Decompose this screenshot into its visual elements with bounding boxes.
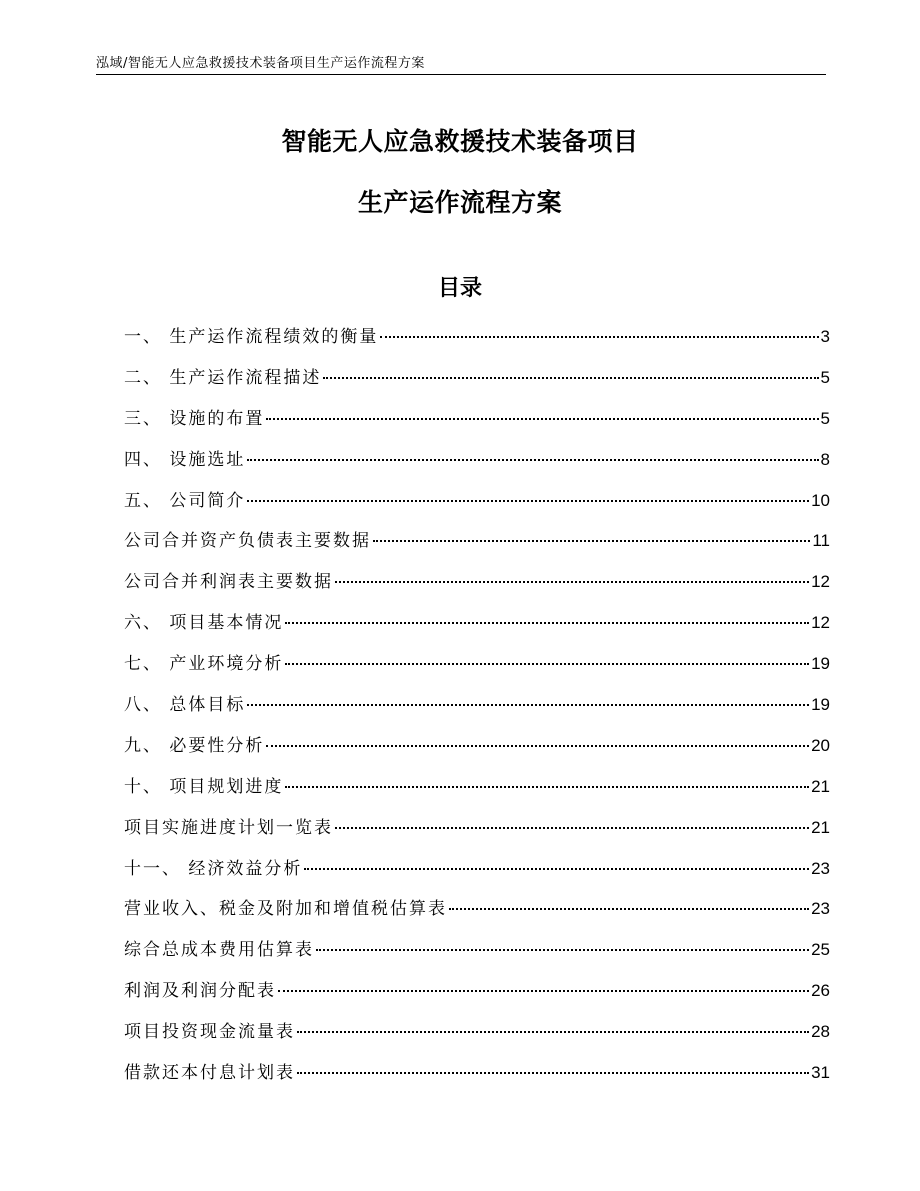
- toc-entry-page: 19: [811, 654, 830, 674]
- toc-dot-leader: [266, 745, 809, 747]
- toc-dot-leader: [266, 418, 818, 420]
- toc-dot-leader: [285, 622, 809, 624]
- toc-entry-page: 21: [811, 817, 830, 837]
- toc-entry[interactable]: [124, 731, 830, 772]
- toc-dot-leader: [247, 500, 809, 502]
- toc-dot-leader: [278, 990, 809, 992]
- toc-entry[interactable]: [124, 404, 830, 445]
- toc-entry[interactable]: [124, 363, 830, 404]
- toc-dot-leader: [285, 786, 809, 788]
- toc-entry[interactable]: [124, 1017, 830, 1058]
- document-title-line-2: 生产运作流程方案: [357, 188, 562, 217]
- toc-entry[interactable]: [124, 608, 830, 649]
- toc-entry-label: 项目实施进度计划一览表: [124, 817, 333, 838]
- toc-entry[interactable]: [124, 445, 830, 486]
- toc-entry-page: 8: [820, 449, 830, 469]
- toc-entry-label: 公司合并资产负债表主要数据: [124, 531, 371, 552]
- toc-entry-label: 五、 公司简介: [124, 490, 246, 511]
- toc-entry-label: 营业收入、税金及附加和增值税估算表: [124, 899, 447, 920]
- toc-dot-leader: [323, 377, 818, 379]
- toc-dot-leader: [380, 336, 818, 338]
- toc-entry-page: 23: [811, 858, 830, 878]
- toc-dot-leader: [297, 1031, 809, 1033]
- toc-dot-leader: [335, 581, 809, 583]
- toc-entry-label: 综合总成本费用估算表: [124, 940, 314, 961]
- toc-entry[interactable]: [124, 486, 830, 527]
- toc-entry-page: 21: [811, 776, 830, 796]
- toc-entry-page: 23: [811, 899, 830, 919]
- toc-entry[interactable]: [124, 567, 830, 608]
- toc-entry-page: 5: [820, 408, 830, 428]
- toc-entry-label: 四、 设施选址: [124, 449, 246, 470]
- toc-entry[interactable]: [124, 649, 830, 690]
- toc-entry-page: 5: [820, 367, 830, 387]
- toc-dot-leader: [335, 827, 809, 829]
- toc-dot-leader: [316, 949, 809, 951]
- toc-entry-page: 26: [811, 981, 830, 1001]
- toc-entry-label: 六、 项目基本情况: [124, 613, 284, 634]
- toc-dot-leader: [297, 1072, 809, 1074]
- toc-entry[interactable]: [124, 526, 830, 567]
- toc-entry[interactable]: [124, 1058, 830, 1099]
- toc-entry-label: 项目投资现金流量表: [124, 1022, 295, 1043]
- toc-entry-label: 十一、 经济效益分析: [124, 858, 303, 879]
- toc-entry-page: 11: [812, 531, 830, 551]
- toc-entry-label: 十、 项目规划进度: [124, 776, 284, 797]
- toc-entry-page: 3: [820, 327, 830, 346]
- toc-heading: 目录: [437, 276, 482, 301]
- toc-entry-page: 28: [811, 1022, 830, 1042]
- running-header: 泓域/智能无人应急救援技术装备项目生产运作流程方案: [96, 56, 425, 71]
- table-of-contents: [124, 322, 830, 1099]
- toc-dot-leader: [247, 459, 818, 461]
- toc-dot-leader: [285, 663, 809, 665]
- toc-entry-page: 31: [811, 1063, 830, 1083]
- toc-entry-page: 12: [811, 572, 830, 592]
- toc-entry[interactable]: [124, 894, 830, 935]
- toc-entry-label: 九、 必要性分析: [124, 735, 265, 756]
- toc-entry-page: 25: [811, 940, 830, 960]
- toc-entry-label: 公司合并利润表主要数据: [124, 572, 333, 593]
- toc-entry-label: 一、 生产运作流程绩效的衡量: [124, 327, 379, 347]
- toc-entry-label: 二、 生产运作流程描述: [124, 367, 322, 388]
- toc-entry-label: 七、 产业环境分析: [124, 654, 284, 675]
- toc-entry[interactable]: [124, 976, 830, 1017]
- toc-dot-leader: [373, 540, 810, 542]
- toc-entry-label: 借款还本付息计划表: [124, 1063, 295, 1084]
- toc-entry[interactable]: [124, 935, 830, 976]
- toc-entry-label: 三、 设施的布置: [124, 408, 265, 429]
- toc-entry[interactable]: [124, 854, 830, 895]
- toc-dot-leader: [304, 868, 809, 870]
- toc-dot-leader: [247, 704, 809, 706]
- toc-entry[interactable]: [124, 772, 830, 813]
- toc-dot-leader: [449, 908, 809, 910]
- toc-entry[interactable]: [124, 322, 830, 363]
- toc-entry-page: 19: [811, 695, 830, 715]
- document-title-line-1: 智能无人应急救援技术装备项目: [281, 127, 639, 156]
- toc-entry-label: 利润及利润分配表: [124, 981, 276, 1002]
- toc-entry-page: 12: [811, 613, 830, 633]
- toc-entry[interactable]: [124, 690, 830, 731]
- toc-entry[interactable]: [124, 813, 830, 854]
- toc-entry-page: 20: [811, 735, 830, 755]
- toc-entry-label: 八、 总体目标: [124, 695, 246, 716]
- toc-entry-page: 10: [811, 490, 830, 510]
- header-divider: [96, 74, 826, 75]
